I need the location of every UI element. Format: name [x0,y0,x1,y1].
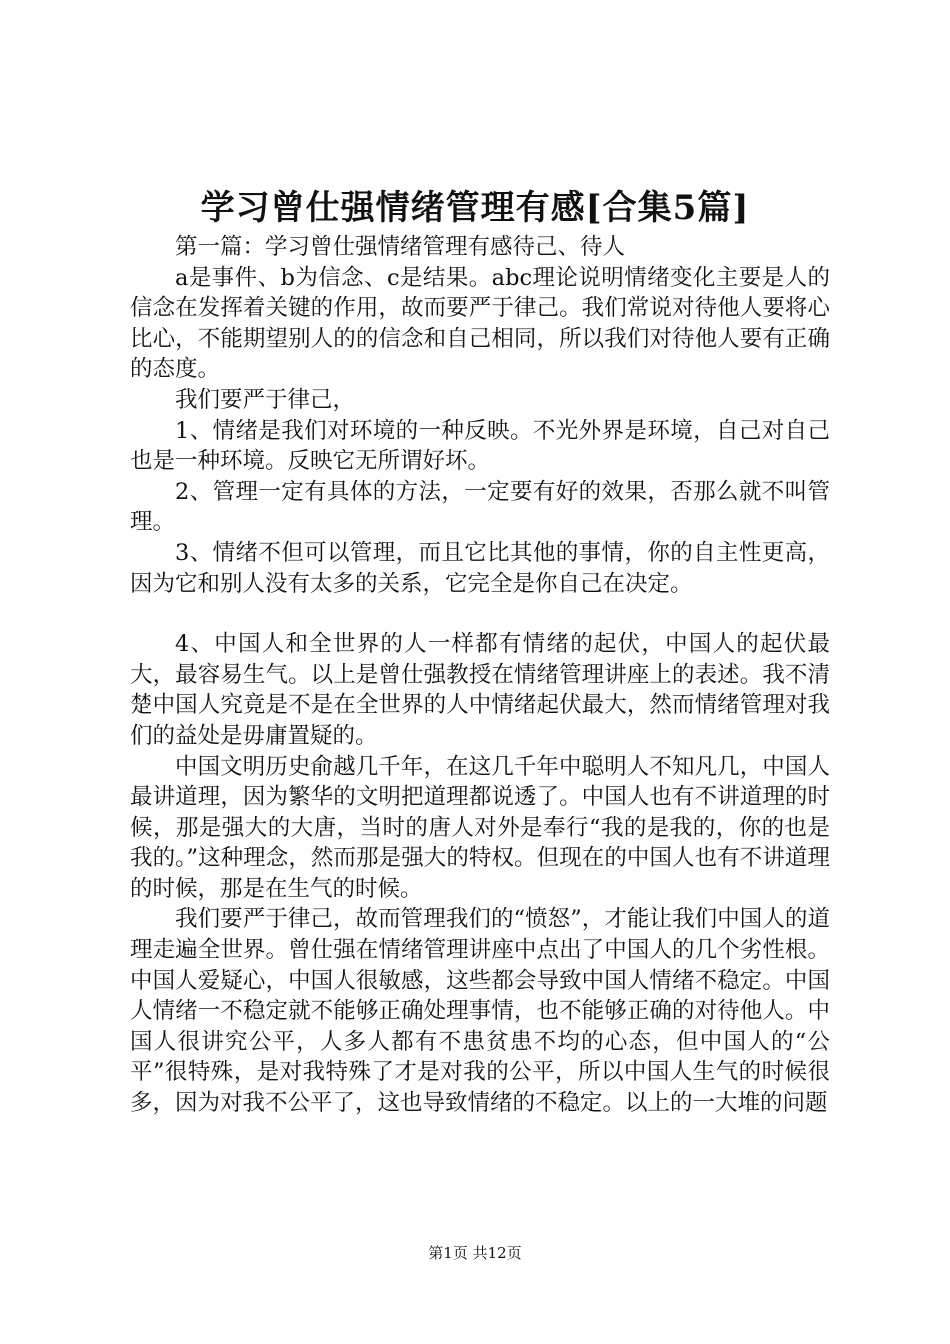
paragraph-self-discipline: 我们要严于律己， [175,386,356,413]
section-heading: 第一篇：学习曾仕强情绪管理有感待己、待人 [175,234,626,260]
paragraph-point-1: 1、情绪是我们对环境的一种反映。不光外界是环境，自己对自己也是一种环境。反映它无所谓好坏。 [130,417,830,475]
paragraph-abc-theory: a是事件、b为信念、c是结果。abc理论说明情绪变化主要是人的信念在发挥着关键的作用，故而要严于律己。我们常说对待他人要将心比心，不能期望别人的的信念和自己相同，所以我们对待他人要有正确的态度。 [130,264,830,383]
paragraph-anger-management: 我们要严于律己，故而管理我们的“愤怒”，才能让我们中国人的道理走遍全世界。曾仕强在情绪管理讲座中点出了中国人的几个劣性根。中国人爱疑心，中国人很敏感，这些都会导致中国人情绪不稳定。中国人情绪一不稳定就不能够正确处理事情，也不能够正确的对待他人。中国人很讲究公平，人多人都有不患贫患不均的心态，但中国人的“公平”很特殊，是对我特殊了才是对我的公平，所以中国人生气的时候很多，因为对我不公平了，这也导致情绪的不稳定。以上的一大堆的问题 [130,906,830,1117]
paragraph-civilization: 中国文明历史俞越几千年，在这几千年中聪明人不知凡几，中国人最讲道理，因为繁华的文明把道理都说透了。中国人也有不讲道理的时候，那是强大的大唐，当时的唐人对外是奉行“我的是我的，你的也是我的。”这种理念，然而那是强大的特权。但现在的中国人也有不讲道理的时候，那是在生气的时候。 [130,753,830,902]
page-footer: 第1页 共12页 [428,1244,522,1262]
paragraph-point-3: 3、情绪不但可以管理，而且它比其他的事情，你的自主性更高，因为它和别人没有太多的关系，它完全是你自己在决定。 [130,539,830,597]
document-title: 学习曾仕强情绪管理有感[合集5篇] [200,188,750,228]
paragraph-point-4: 4、中国人和全世界的人一样都有情绪的起伏，中国人的起伏最大，最容易生气。以上是曾仕强教授在情绪管理讲座上的表述。我不清楚中国人究竟是不是在全世界的人中情绪起伏最大，然而情绪管理对我们的益处是毋庸置疑的。 [130,631,830,749]
paragraph-point-2: 2、管理一定有具体的方法，一定要有好的效果，否那么就不叫管理。 [130,478,830,536]
document-body [130,232,830,1119]
